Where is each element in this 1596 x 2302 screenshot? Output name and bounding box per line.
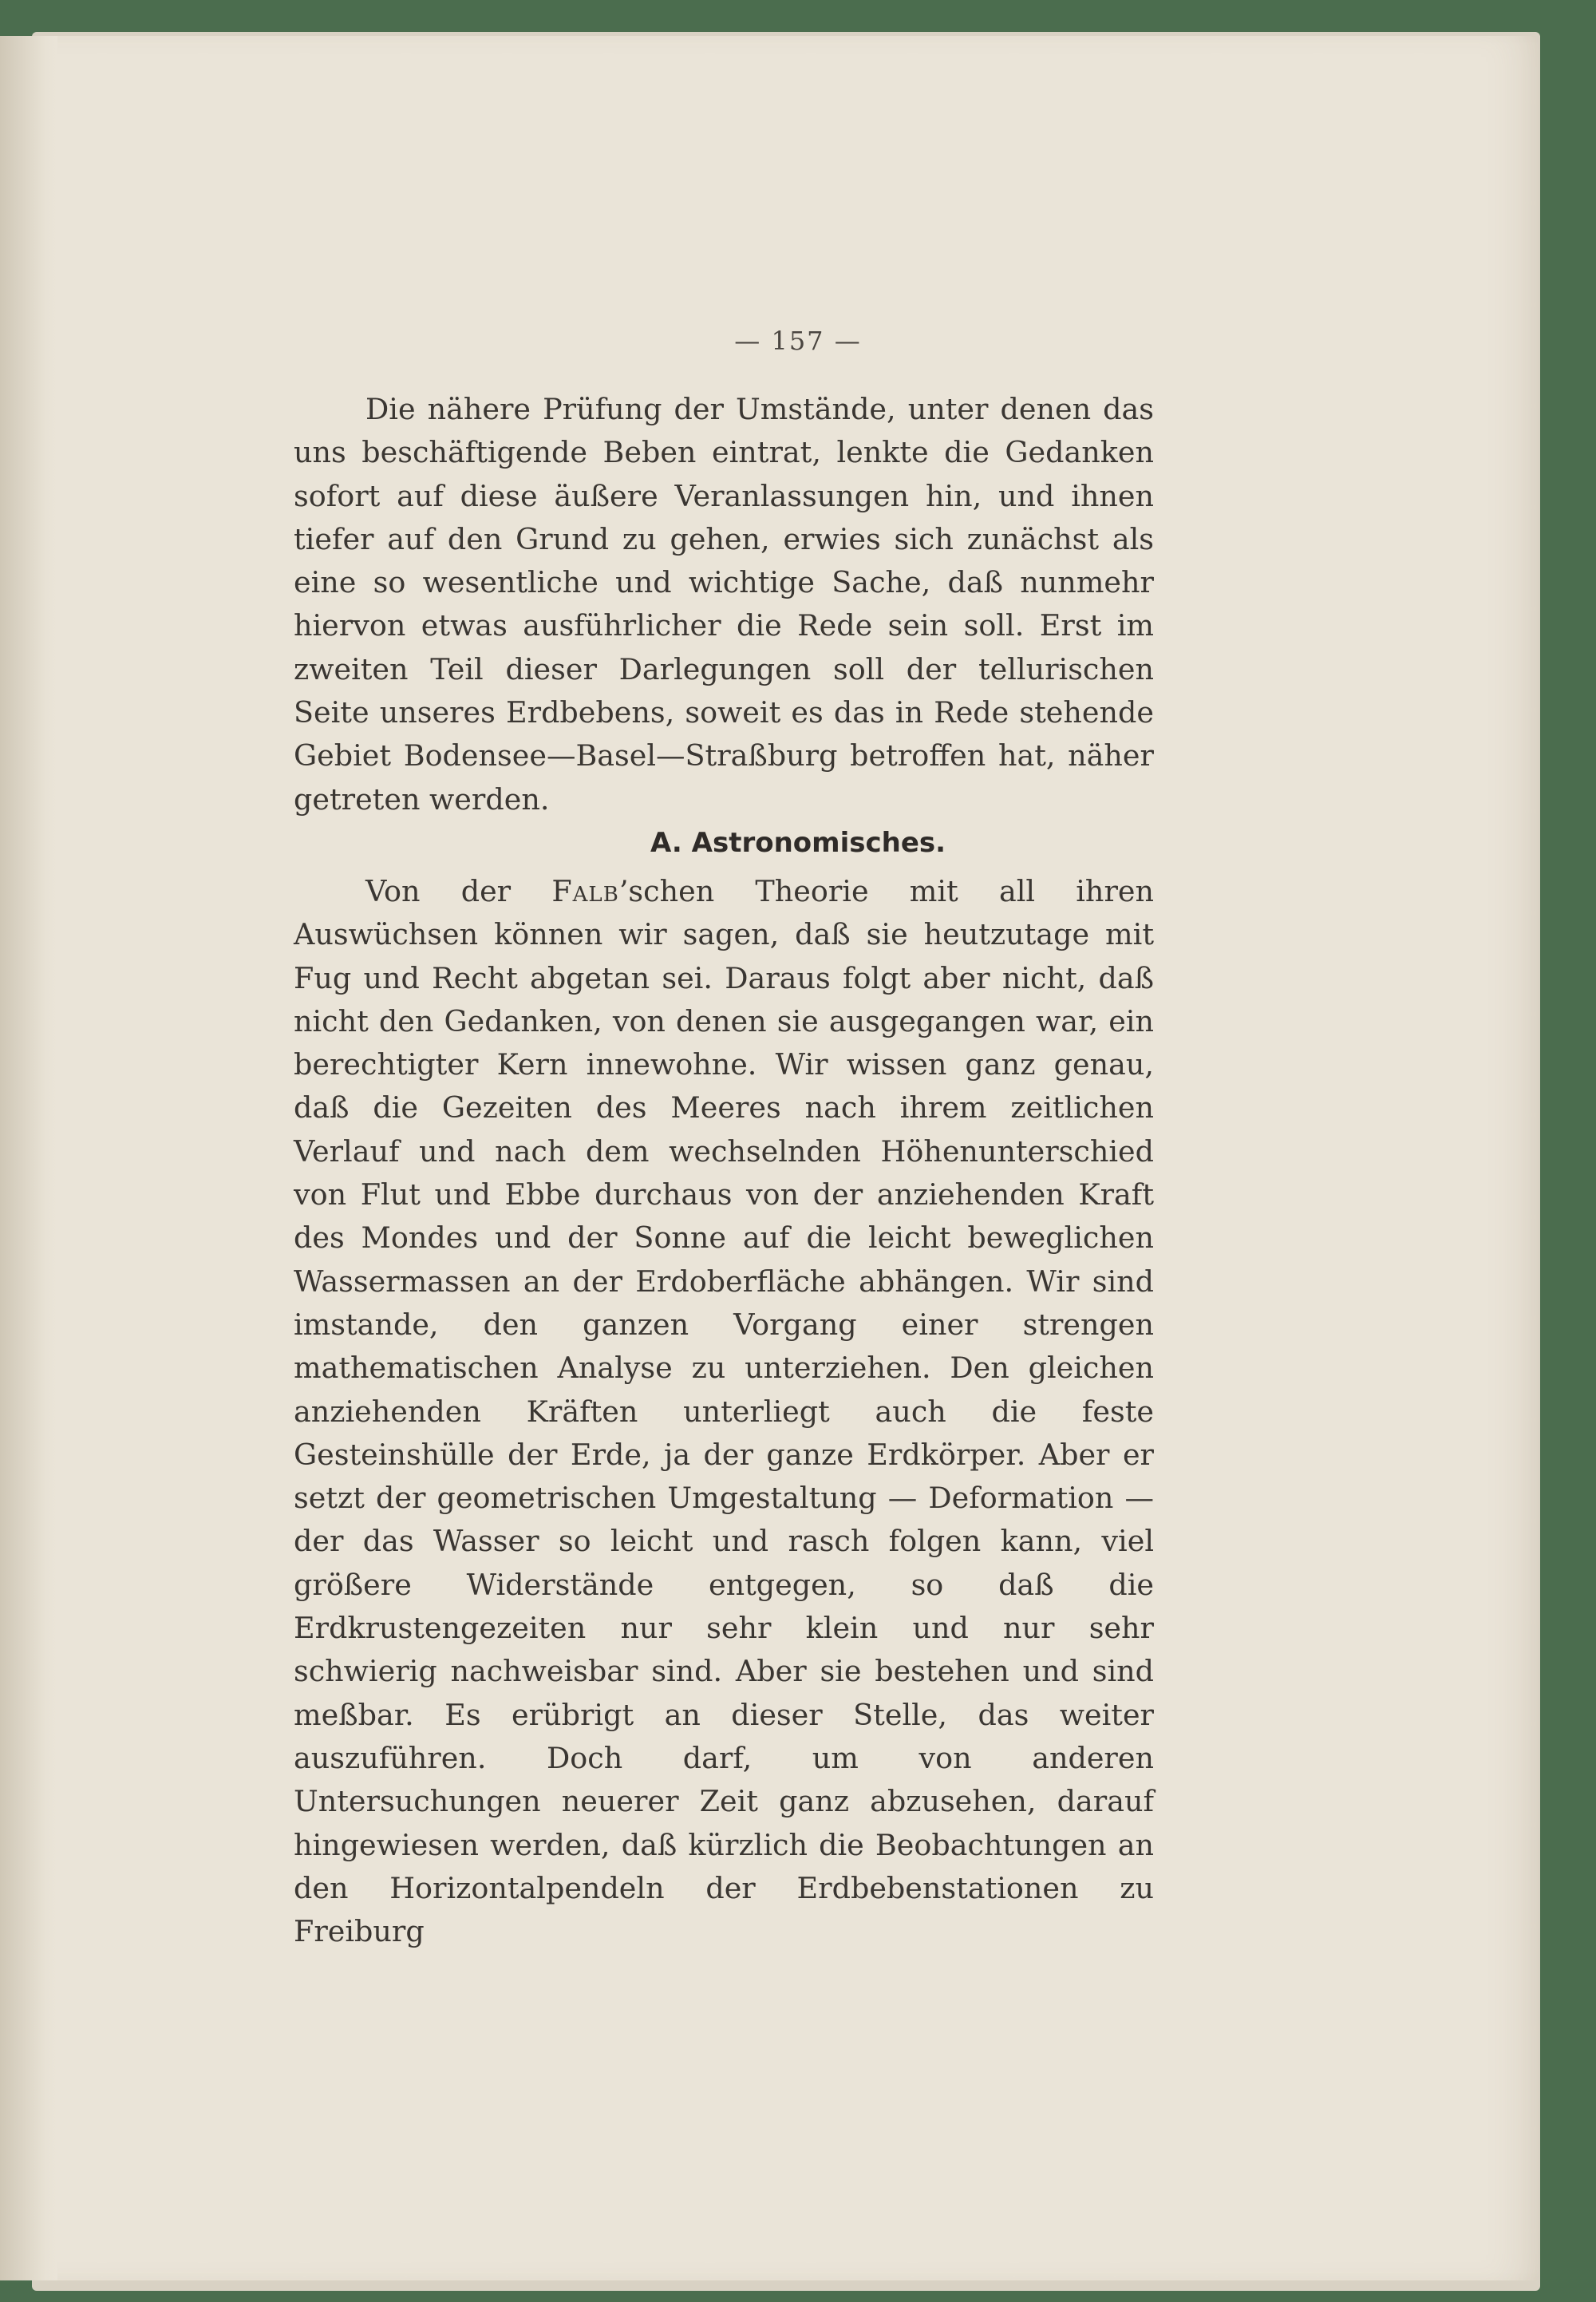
author-name-falb: Falb xyxy=(551,874,619,908)
paragraph-astronomisches xyxy=(294,870,1154,1953)
paragraph-intro: Die nähere Prüfung der Umstände, unter denen das uns beschäftigende Beben eintrat, lenkte die Gedanken sofort auf diese äußere Veranlassungen hin, und ihnen tiefer auf den Grund zu gehen, erwies sich zunächst als eine so wesentliche und wichtige Sache, daß nunmehr hiervon etwas ausführlicher die Rede sein soll. Erst im zweiten Teil dieser Darlegungen soll der tellurischen Seite unseres Erdbebens, soweit es das in Rede stehende Gebiet Bodensee—Basel—Straßburg betroffen hat, näher getreten werden. xyxy=(294,392,1154,817)
paragraph-rest: ’schen Theorie mit all ihren Auswüchsen können wir sagen, daß sie heutzutage mit Fug und Recht abgetan sei. Daraus folgt aber nicht, daß nicht den Gedanken, von denen sie ausgegangen war, ein berechtigter Kern innewohne. Wir wissen ganz genau, daß die Gezeiten des Meeres nach ihrem zeitlichen Verlauf und nach dem wechselnden Höhenunterschied von Flut und Ebbe durchaus von der anziehenden Kraft des Mondes und der Sonne auf die leicht beweglichen Wassermassen an der Erdoberfläche abhängen. Wir sind imstande, den ganzen Vorgang einer strengen mathematischen Analyse zu unterziehen. Den gleichen anziehenden Kräften unterliegt auch die feste Gesteinshülle der Erde, ja der ganze Erdkörper. Aber er setzt der geometrischen Umgestaltung — Deformation — der das Wasser so leicht und rasch folgen kann, viel größere Widerstände entgegen, so daß die Erdkrustengezeiten nur sehr klein und nur sehr schwierig nachweisbar sind. Aber sie bestehen und sind meßbar. Es erübrigt an dieser Stelle, das weiter auszuführen. Doch darf, um von anderen Untersuchungen neuerer Zeit ganz abzusehen, darauf hingewiesen werden, daß kürzlich die Beobachtungen an den Horizontalpendeln der Erdbebenstationen zu Freiburg xyxy=(294,874,1154,1949)
binding-fold xyxy=(0,36,57,2280)
page-number: — 157 — xyxy=(734,326,862,356)
paragraph-start: Von der xyxy=(365,874,552,908)
section-heading: A. Astronomisches. xyxy=(650,827,946,859)
